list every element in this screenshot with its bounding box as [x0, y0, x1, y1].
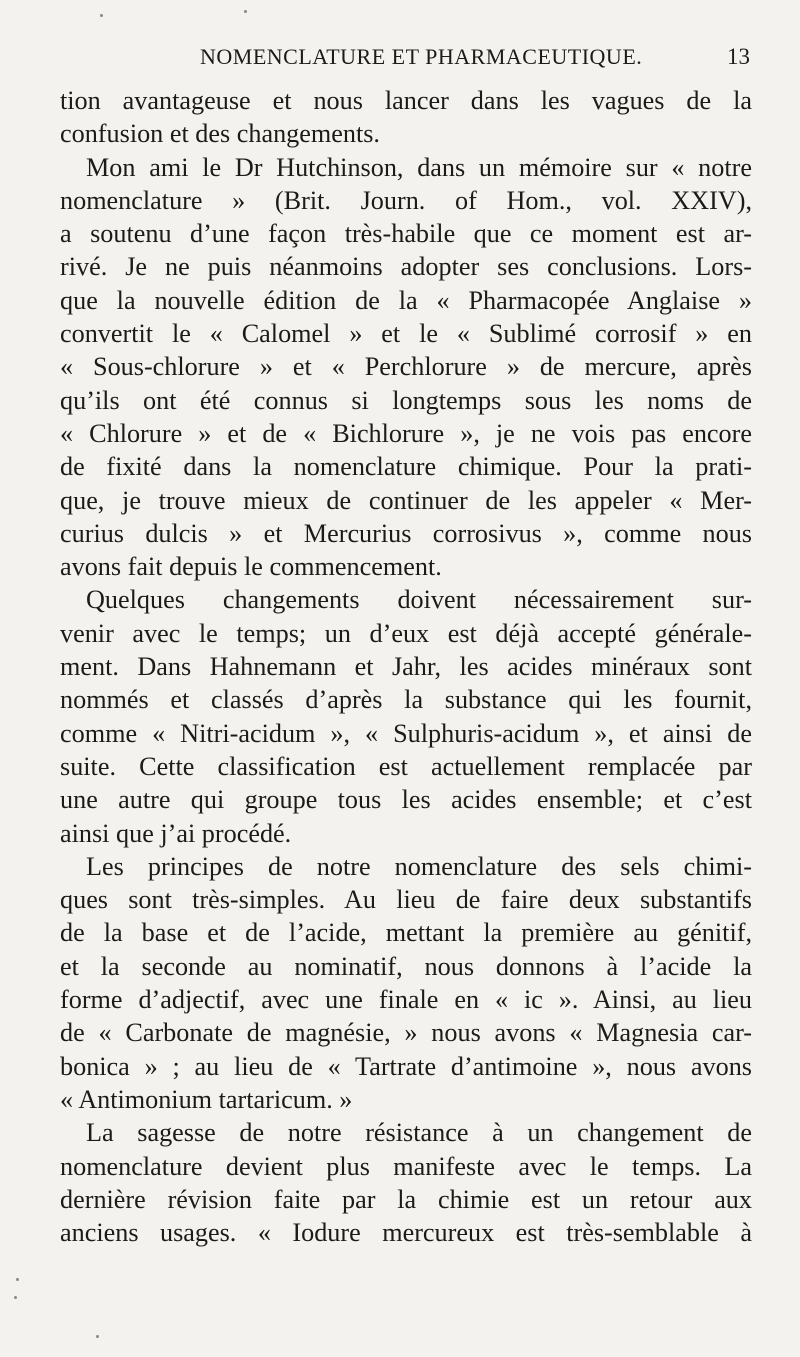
text-line: dernière révision faite par la chimie est un retour aux: [60, 1184, 752, 1214]
text-line: La sagesse de notre résistance à un changement de: [86, 1118, 752, 1148]
text-line: rivé. Je ne puis néanmoins adopter ses conclusions. Lors-: [60, 252, 752, 282]
text-line: a soutenu d’une façon très-habile que ce moment est ar-: [60, 219, 752, 249]
text-line: nommés et classés d’après la substance qui les fournit,: [60, 685, 752, 715]
text-line: que la nouvelle édition de la « Pharmacopée Anglaise »: [60, 285, 752, 315]
paper-speck: [100, 14, 103, 17]
text-line: venir avec le temps; un d’eux est déjà accepté générale-: [60, 618, 752, 648]
text-line: ques sont très-simples. Au lieu de faire deux substantifs: [60, 885, 752, 915]
paper-speck: [14, 1296, 17, 1299]
text-line: que, je trouve mieux de continuer de les appeler « Mer-: [60, 485, 752, 515]
text-line: Les principes de notre nomenclature des sels chimi-: [86, 851, 752, 881]
text-line: forme d’adjectif, avec une finale en « ic ». Ainsi, au lieu: [60, 985, 752, 1015]
text-line: convertit le « Calomel » et le « Sublimé corrosif » en: [60, 319, 752, 349]
text-line: anciens usages. « Iodure mercureux est très-semblable à: [60, 1218, 752, 1248]
text-line: une autre qui groupe tous les acides ensemble; et c’est: [60, 785, 752, 815]
text-line: Mon ami le Dr Hutchinson, dans un mémoire sur « notre: [86, 152, 752, 182]
text-line: « Chlorure » et de « Bichlorure », je ne vois pas encore: [60, 418, 752, 448]
text-line: nomenclature devient plus manifeste avec le temps. La: [60, 1151, 752, 1181]
text-line: « Antimonium tartaricum. »: [60, 1084, 353, 1114]
page-header: [60, 44, 750, 76]
text-line: et la seconde au nominatif, nous donnons à l’acide la: [60, 951, 752, 981]
text-line: « Sous-chlorure » et « Perchlorure » de mercure, après: [60, 352, 752, 382]
text-line: tion avantageuse et nous lancer dans les vagues de la: [60, 86, 752, 115]
text-line: ment. Dans Hahnemann et Jahr, les acides minéraux sont: [60, 652, 752, 682]
text-line: de « Carbonate de magnésie, » nous avons « Magnesia car-: [60, 1018, 752, 1048]
page-number: 13: [727, 44, 750, 69]
text-line: Quelques changements doivent nécessairement sur-: [86, 585, 752, 615]
text-line: qu’ils ont été connus si longtemps sous les noms de: [60, 385, 752, 415]
text-line: comme « Nitri-acidum », « Sulphuris-acidum », et ainsi de: [60, 718, 752, 748]
paper-speck: [244, 10, 247, 13]
paper-speck: [16, 1278, 19, 1281]
text-line: curius dulcis » et Mercurius corrosivus », comme nous: [60, 518, 752, 548]
text-line: confusion et des changements.: [60, 119, 380, 149]
running-head: NOMENCLATURE ET PHARMACEUTIQUE.: [200, 44, 643, 69]
text-line: nomenclature » (Brit. Journ. of Hom., vol. XXIV),: [60, 185, 752, 215]
text-line: avons fait depuis le commencement.: [60, 552, 442, 582]
text-line: suite. Cette classification est actuellement remplacée par: [60, 751, 752, 781]
text-line: ainsi que j’ai procédé.: [60, 818, 292, 848]
text-line: bonica » ; au lieu de « Tartrate d’antimoine », nous avons: [60, 1051, 752, 1081]
body-text: [60, 84, 752, 1249]
paper-speck: [96, 1335, 99, 1338]
text-line: de la base et de l’acide, mettant la première au génitif,: [60, 918, 752, 948]
text-line: de fixité dans la nomenclature chimique. Pour la prati-: [60, 452, 752, 482]
